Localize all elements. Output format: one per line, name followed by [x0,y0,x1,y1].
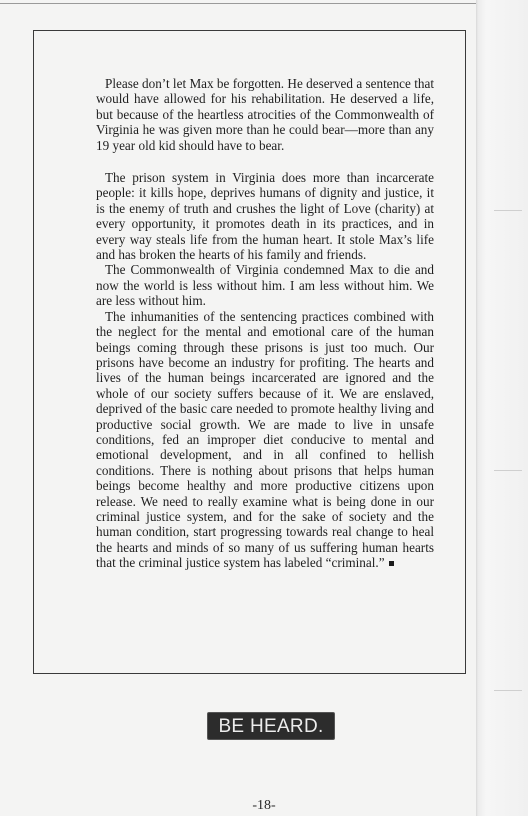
bleed-mark [494,210,522,211]
article-body [96,76,434,571]
article-paragraph-text: The inhumanities of the sentencing practices combined with the neglect for the mental and emotional care of the human beings coming through these prisons is just too much. Our prisons have become an industry for profiting. The hearts and lives of the human beings incarcerated are ignored and the whole of our society suffers because of it. We are enslaved, deprived of the basic care needed to promote healthy living and productive social growth. We are made to live in unsafe conditions, fed an improper diet conducive to mental and emotional development, and in all confined to hellish conditions. There is nothing about prisons that helps human beings become healthy and more productive citizens upon release. We need to really examine what is being done in our criminal justice system, and for the sake of society and the human condition, start progressing towards real change to heal the hearts and minds of so many of us suffering human hearts that the criminal justice system has labeled “criminal.” [96,308,434,571]
article-paragraph-final [96,309,434,571]
article-paragraph: The Commonwealth of Virginia condemned Max to die and now the world is less without him. I am less without him. We are less without him. [96,262,434,309]
bleed-mark [494,690,522,691]
page-number: -18- [252,798,276,813]
article-paragraph: Please don’t let Max be forgotten. He deserved a sentence that would have allowed for his rehabilitation. He deserved a life, but because of the heartless atrocities of the Commonwealth of Virginia he was given more than he could bear—more than any 19 year old kid should have to bear. [96,76,434,153]
be-heard-badge: BE HEARD. [207,712,335,740]
end-of-article-square-icon [389,561,394,566]
adjacent-page-edge [476,0,528,816]
article-paragraph: The prison system in Virginia does more than incarcerate people: it kills hope, deprives humans of dignity and justice, it is the enemy of truth and crushes the light of Love (charity) at every opportunity, it promotes death in its practices, and in every way steals life from the human heart. It stole Max’s life and has broken the hearts of his family and friends. [96,170,434,263]
bleed-mark [494,470,522,471]
top-edge-rule [0,3,476,4]
